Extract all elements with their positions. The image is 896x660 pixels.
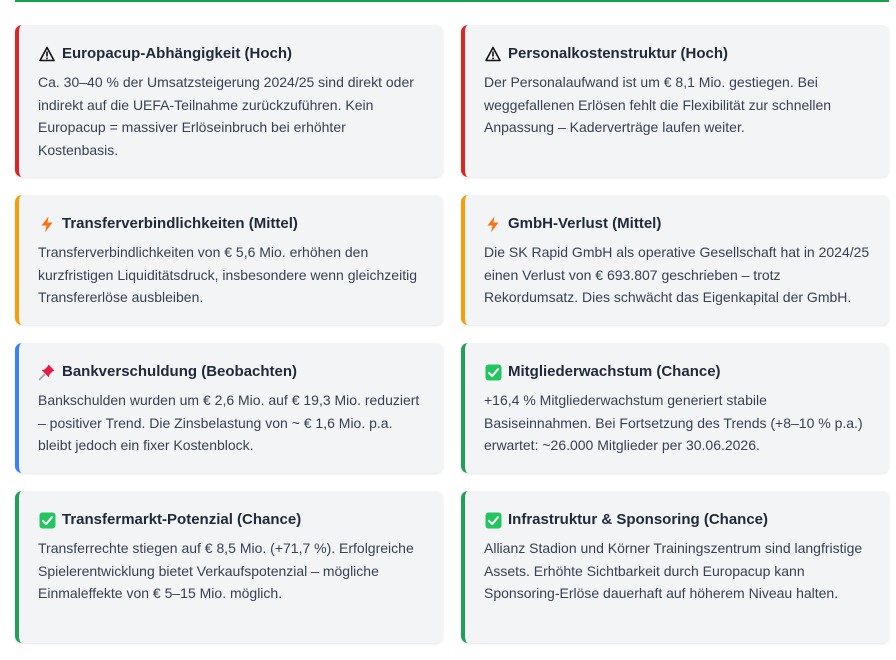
card-grid [15,25,889,643]
card-title: Transfermarkt-Potenzial (Chance) [62,511,302,528]
card-text: Ca. 30–40 % der Umsatzsteigerung 2024/25 sind direkt oder indirekt auf die UEFA-Teilnahme zurückzuführen. Kein Europacup = massiver Erlöseinbruch bei erhöhter Kostenbasis. [38,74,414,158]
lightning-icon [38,215,56,233]
top-divider [15,0,889,2]
card-title: GmbH-Verlust (Mittel) [508,215,662,232]
card-text: Allianz Stadion und Körner Trainingszentrum sind langfristige Assets. Erhöhte Sichtbarkeit durch Europacup kann Sponsoring-Erlöse dauerhaft auf höherem Niveau halten. [484,540,863,601]
risk-card-gmbh-verlust [461,195,889,325]
risk-card-personalkosten [461,25,889,177]
card-title: Personalkostenstruktur (Hoch) [508,45,729,62]
card-title: Bankverschuldung (Beobachten) [62,363,298,380]
risk-card-europacup [15,25,443,177]
risk-card-transferverbindlichkeiten [15,195,443,325]
chance-card-mitgliederwachstum [461,343,889,473]
warning-icon [484,45,502,63]
card-text: Die SK Rapid GmbH als operative Gesellschaft hat in 2024/25 einen Verlust von € 693.807 geschrieben – trotz Rekordumsatz. Dies schwächt das Eigenkapital der GmbH. [484,244,870,305]
card-text: Transferrechte stiegen auf € 8,5 Mio. (+71,7 %). Erfolgreiche Spielerentwicklung bietet Verkaufspotenzial – mögliche Einmaleffekte von € 5–15 Mio. möglich. [38,540,414,601]
check-box-icon [484,511,502,529]
lightning-icon [484,215,502,233]
card-title: Europacup-Abhängigkeit (Hoch) [62,45,292,62]
check-box-icon [38,511,56,529]
chance-card-infrastruktur [461,491,889,643]
watch-card-bankverschuldung [15,343,443,473]
card-title: Infrastruktur & Sponsoring (Chance) [508,511,769,528]
card-text: Bankschulden wurden um € 2,6 Mio. auf € 19,3 Mio. reduziert – positiver Trend. Die Zinsbelastung von ~ € 1,6 Mio. p.a. bleibt jedoch ein fixer Kostenblock. [38,392,420,453]
card-title: Transferverbindlichkeiten (Mittel) [62,215,298,232]
pushpin-icon [38,363,56,381]
card-text: Transferverbindlichkeiten von € 5,6 Mio. erhöhen den kurzfristigen Liquiditätsdruck, insbesondere wenn gleichzeitig Transfererlöse ausbleiben. [38,244,417,305]
chance-card-transfermarkt [15,491,443,643]
warning-icon [38,45,56,63]
card-title: Mitgliederwachstum (Chance) [508,363,721,380]
check-box-icon [484,363,502,381]
card-text: +16,4 % Mitgliederwachstum generiert stabile Basiseinnahmen. Bei Fortsetzung des Trends (+8–10 % p.a.) erwartet: ~26.000 Mitglieder per 30.06.2026. [484,392,863,453]
card-text: Der Personalaufwand ist um € 8,1 Mio. gestiegen. Bei weggefallenen Erlösen fehlt die Flexibilität zur schnellen Anpassung – Kaderverträge laufen weiter. [484,74,832,135]
